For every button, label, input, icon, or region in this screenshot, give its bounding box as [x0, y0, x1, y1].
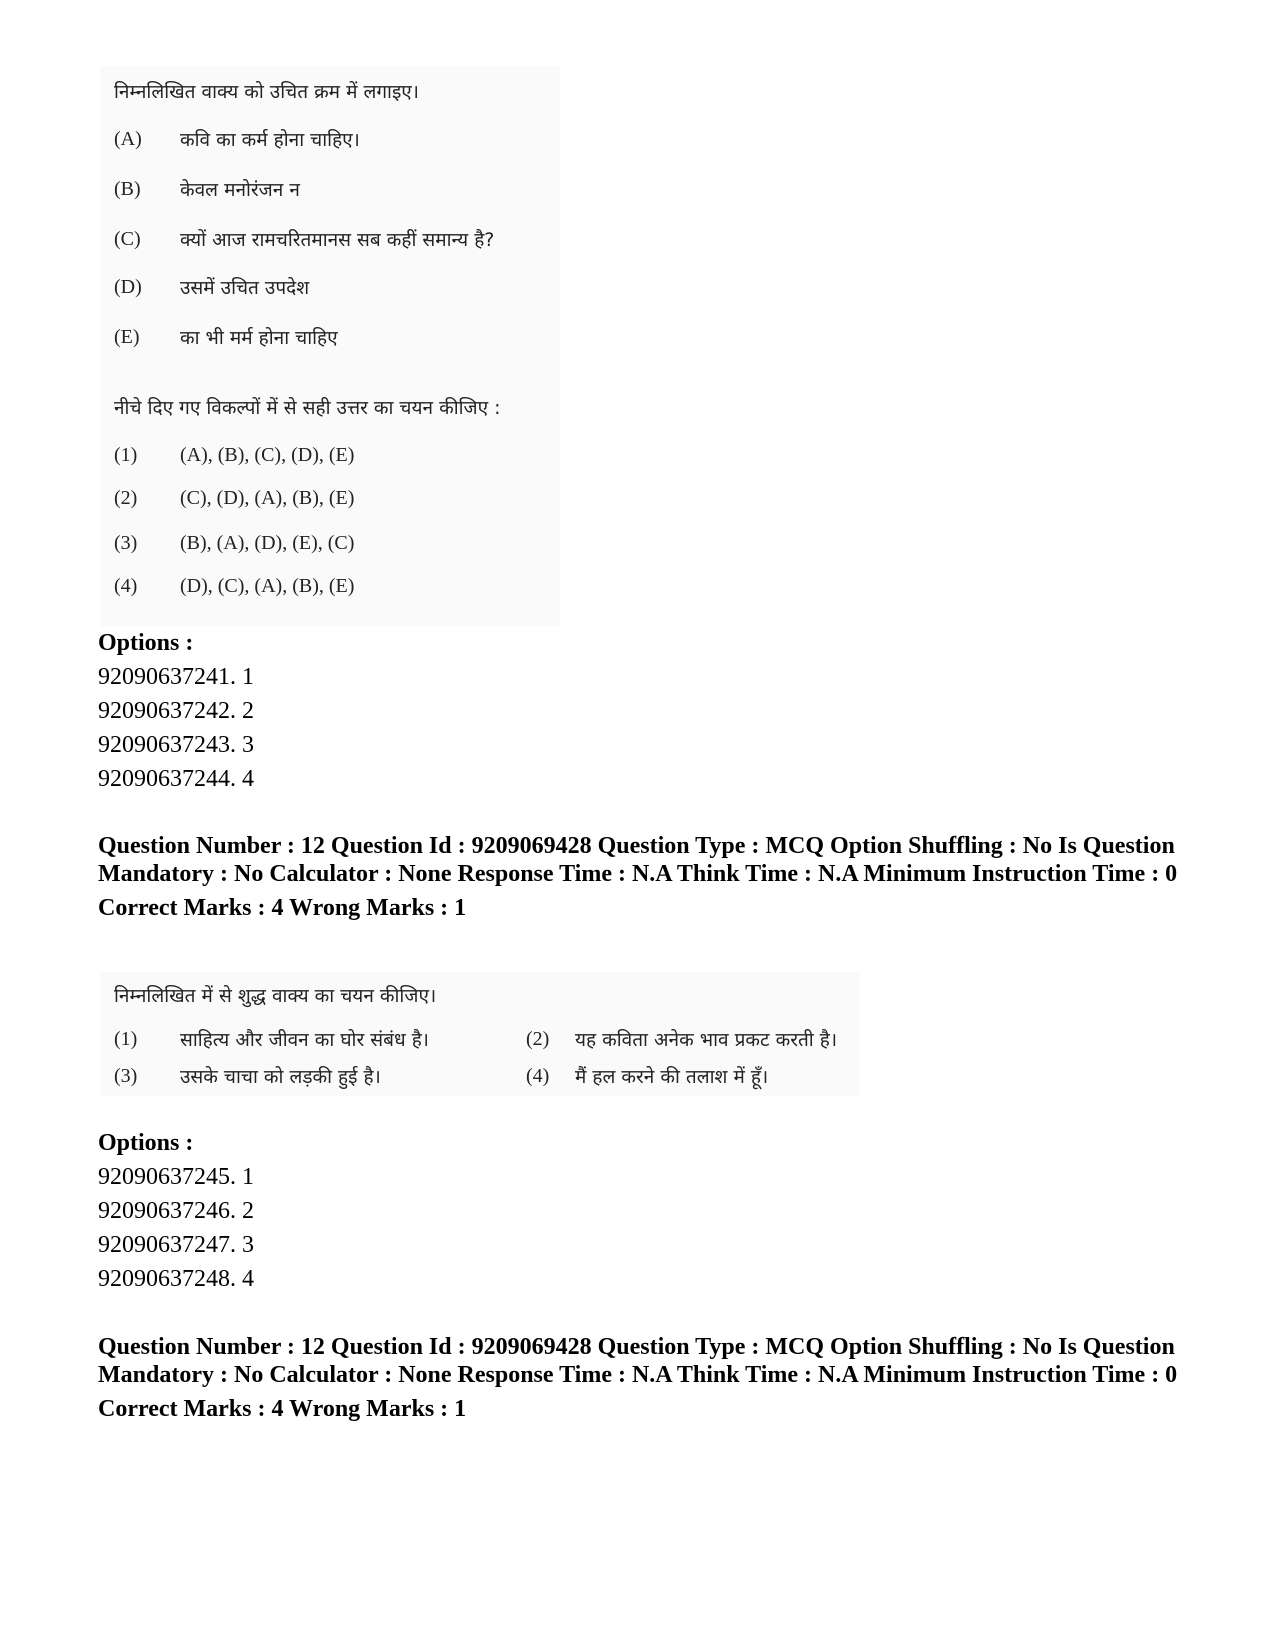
- choice-label: (2): [114, 487, 138, 509]
- statement-label: (E): [114, 326, 140, 348]
- option-item: 92090637243. 3: [98, 732, 254, 758]
- question-header-3: [98, 1333, 1198, 1423]
- question-metadata: Question Number : 12 Question Id : 9209069428 Question Type : MCQ Option Shuffling : No Is Question Mandatory : No Calculator : None Response Time : N.A Think Time : N.A Minimum Instruction Time : 0: [98, 1334, 1178, 1388]
- question-header-2: [98, 832, 1198, 922]
- choice-label: (4): [114, 575, 138, 597]
- options-block-1: [98, 626, 254, 796]
- options-heading: Options :: [98, 1130, 194, 1156]
- choice-label: (3): [114, 1065, 138, 1087]
- option-item: 92090637245. 1: [98, 1164, 254, 1190]
- marks-line: Correct Marks : 4 Wrong Marks : 1: [98, 895, 467, 921]
- choice-text: मैं हल करने की तलाश में हूँ।: [575, 1066, 769, 1088]
- choose-prompt: नीचे दिए गए विकल्पों में से सही उत्तर का चयन कीजिए :: [114, 397, 501, 419]
- statement-label: (C): [114, 228, 141, 250]
- option-item: 92090637247. 3: [98, 1232, 254, 1258]
- choice-text: उसके चाचा को लड़की हुई है।: [180, 1066, 381, 1088]
- question-image-2: [100, 972, 860, 1096]
- choice-text: (C), (D), (A), (B), (E): [180, 487, 355, 509]
- question-instruction: निम्नलिखित वाक्य को उचित क्रम में लगाइए।: [114, 81, 420, 103]
- statement-label: (D): [114, 276, 142, 298]
- statement-text: केवल मनोरंजन न: [180, 179, 300, 201]
- statement-text: का भी मर्म होना चाहिए: [180, 327, 338, 349]
- question-image-1: [100, 66, 560, 626]
- question-metadata: Question Number : 12 Question Id : 9209069428 Question Type : MCQ Option Shuffling : No Is Question Mandatory : No Calculator : None Response Time : N.A Think Time : N.A Minimum Instruction Time : 0: [98, 833, 1178, 887]
- option-item: 92090637248. 4: [98, 1266, 254, 1292]
- statement-label: (B): [114, 178, 141, 200]
- choice-text: यह कविता अनेक भाव प्रकट करती है।: [575, 1029, 838, 1051]
- option-item: 92090637241. 1: [98, 664, 254, 690]
- choice-text: (D), (C), (A), (B), (E): [180, 575, 355, 597]
- statement-label: (A): [114, 128, 142, 150]
- options-heading: Options :: [98, 630, 194, 656]
- choice-label: (2): [526, 1028, 550, 1050]
- choice-label: (1): [114, 1028, 138, 1050]
- choice-text: (B), (A), (D), (E), (C): [180, 532, 355, 554]
- options-block-2: [98, 1126, 254, 1296]
- option-item: 92090637242. 2: [98, 698, 254, 724]
- question-instruction: निम्नलिखित में से शुद्ध वाक्य का चयन कीजिए।: [114, 985, 437, 1007]
- option-item: 92090637246. 2: [98, 1198, 254, 1224]
- choice-text: (A), (B), (C), (D), (E): [180, 444, 355, 466]
- choice-label: (3): [114, 532, 138, 554]
- statement-text: क्यों आज रामचरितमानस सब कहीं समान्य है?: [180, 229, 495, 251]
- option-item: 92090637244. 4: [98, 766, 254, 792]
- marks-line: Correct Marks : 4 Wrong Marks : 1: [98, 1396, 467, 1422]
- statement-text: उसमें उचित उपदेश: [180, 277, 310, 299]
- choice-text: साहित्य और जीवन का घोर संबंध है।: [180, 1029, 429, 1051]
- choice-label: (1): [114, 444, 138, 466]
- statement-text: कवि का कर्म होना चाहिए।: [180, 129, 360, 151]
- choice-label: (4): [526, 1065, 550, 1087]
